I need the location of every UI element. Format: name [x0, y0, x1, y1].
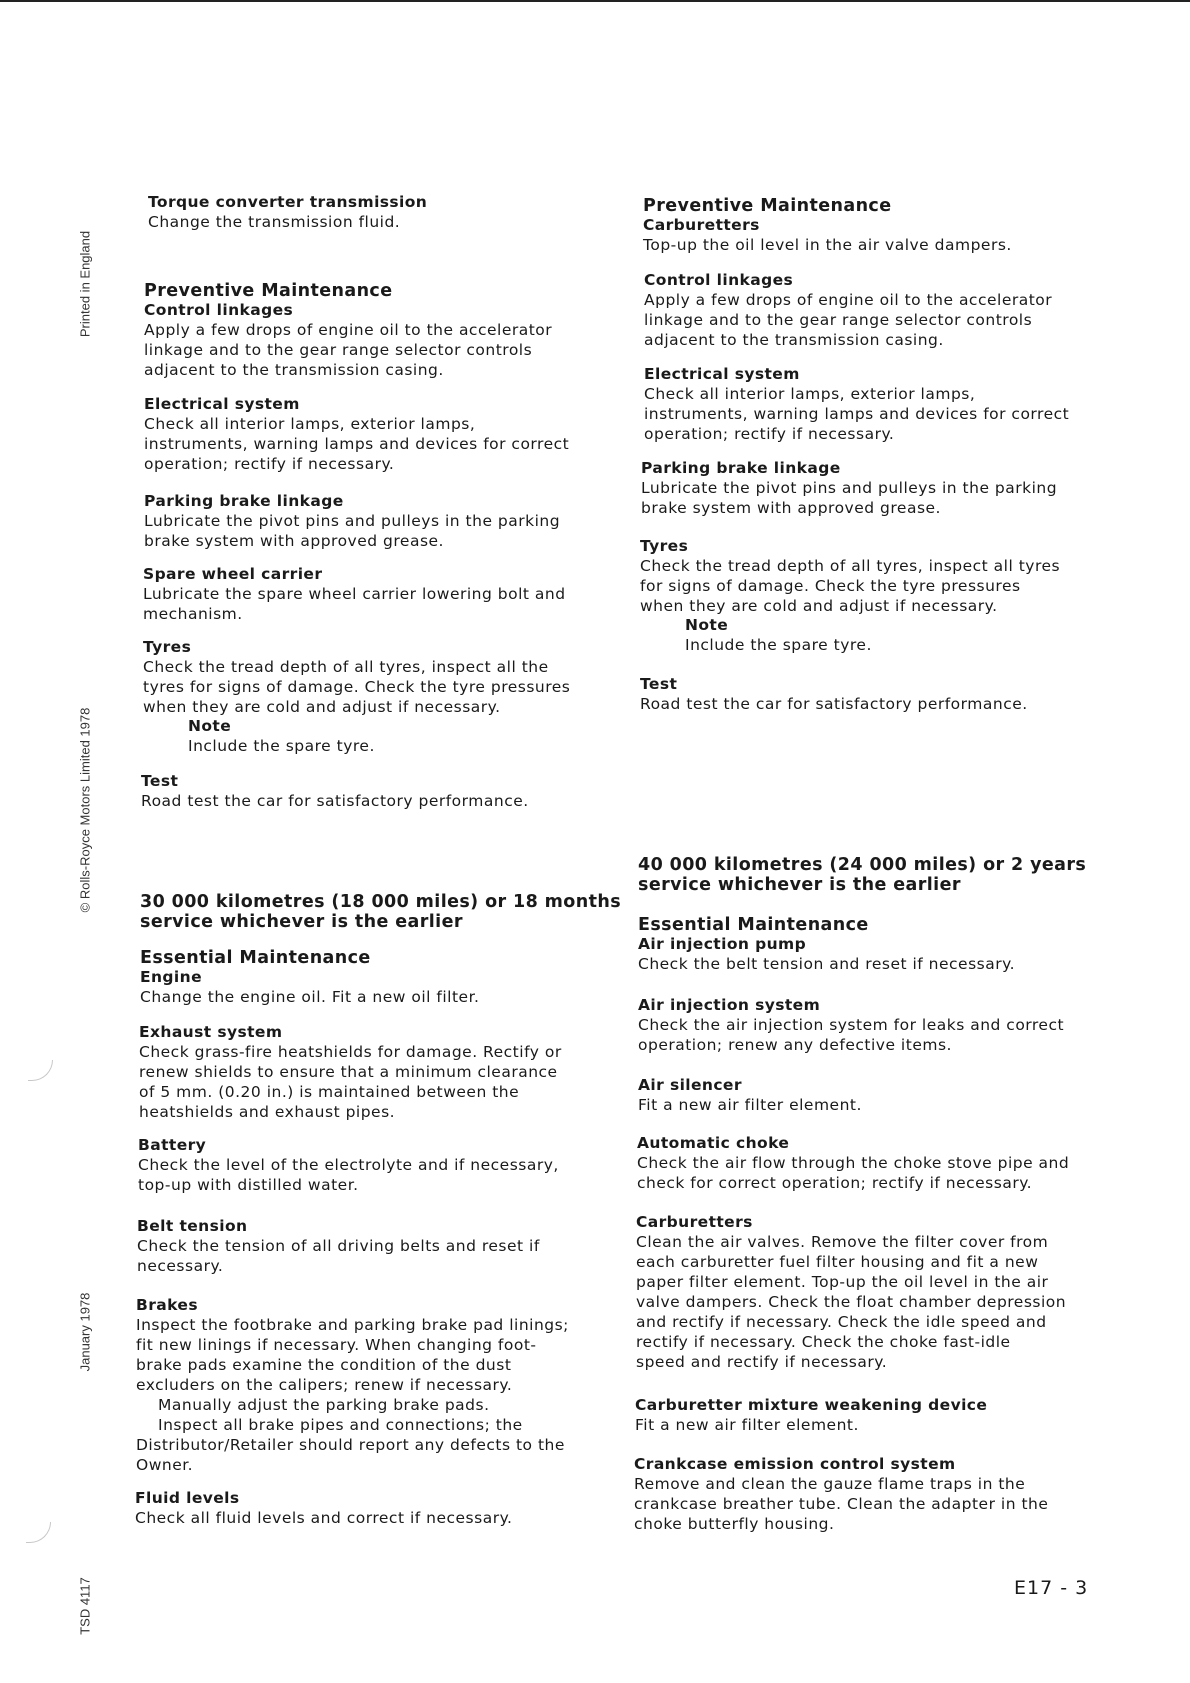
section-text-line: operation; rectify if necessary.	[644, 425, 895, 443]
section-text-line: speed and rectify if necessary.	[636, 1353, 888, 1371]
section-heading: Engine	[140, 968, 202, 986]
top-border	[0, 0, 1190, 2]
section-text-line: Check the level of the electrolyte and if necessary,	[138, 1156, 559, 1174]
interval-30000-heading	[140, 892, 621, 932]
section-text-line: check for correct operation; rectify if necessary.	[637, 1174, 1033, 1192]
section-text-line: Lubricate the pivot pins and pulleys in the parking	[641, 479, 1058, 497]
tyres-section	[143, 638, 570, 756]
spare-wheel-section	[143, 565, 566, 624]
section-heading: Air silencer	[638, 1076, 742, 1094]
right-essential-block	[638, 915, 1015, 974]
section-text-line: brake system with approved grease.	[144, 532, 444, 550]
section-heading: Air injection pump	[638, 935, 807, 953]
section-text-line: top-up with distilled water.	[138, 1176, 359, 1194]
right-test-section	[640, 675, 1028, 714]
section-text-line: Check the air flow through the choke stove pipe and	[637, 1154, 1070, 1172]
test-section	[141, 772, 529, 811]
section-heading: Test	[640, 675, 678, 693]
section-text-line: when they are cold and adjust if necessary.	[640, 597, 998, 615]
section-text-line: Check all interior lamps, exterior lamps,	[144, 415, 476, 433]
interval-line: 30 000 kilometres (18 000 miles) or 18 months	[140, 892, 622, 912]
section-text-line: mechanism.	[143, 605, 243, 623]
section-text-line: linkage and to the gear range selector controls	[144, 341, 533, 359]
section-text-line: operation; rectify if necessary.	[144, 455, 395, 473]
brakes-section	[136, 1296, 569, 1475]
section-heading: Control linkages	[644, 271, 794, 289]
section-text-line: adjacent to the transmission casing.	[644, 331, 944, 349]
punch-hole-mark	[26, 1522, 51, 1543]
carburetters-section	[636, 1213, 1066, 1372]
section-text: Fit a new air filter element.	[635, 1416, 859, 1434]
exhaust-section	[139, 1023, 562, 1122]
automatic-choke-section	[637, 1134, 1069, 1193]
section-text-line: adjacent to the transmission casing.	[144, 361, 444, 379]
section-text-line: Remove and clean the gauze flame traps in the	[634, 1475, 1026, 1493]
section-text-line: Check the tread depth of all tyres, inspect all tyres	[640, 557, 1061, 575]
parking-section	[144, 492, 560, 551]
section-text: Top-up the oil level in the air valve dampers.	[643, 236, 1012, 254]
left-essential-block	[140, 948, 479, 1007]
air-silencer-section	[638, 1076, 862, 1115]
section-text-line: valve dampers. Check the float chamber depression	[636, 1293, 1067, 1311]
mixture-device-section	[635, 1396, 987, 1435]
section-text-line: Check the air injection system for leaks and correct	[638, 1016, 1065, 1034]
section-heading: Torque converter transmission	[148, 193, 428, 211]
section-text-line: Clean the air valves. Remove the filter cover from	[636, 1233, 1049, 1251]
belt-section	[137, 1217, 540, 1276]
torque-section	[148, 193, 427, 232]
section-heading: Parking brake linkage	[144, 492, 344, 510]
air-injection-system-section	[638, 996, 1064, 1055]
section-heading: Spare wheel carrier	[143, 565, 323, 583]
issue-date: January 1978	[77, 1292, 93, 1372]
section-heading: Fluid levels	[135, 1489, 240, 1507]
section-text-line: Owner.	[136, 1456, 194, 1474]
section-heading: Carburetter mixture weakening device	[635, 1396, 988, 1414]
section-text-line: crankcase breather tube. Clean the adapter in the	[634, 1495, 1049, 1513]
section-heading: Air injection system	[638, 996, 821, 1014]
section-text-line: Check grass-fire heatshields for damage. Rectify or	[139, 1043, 562, 1061]
copyright-symbol: ©	[77, 902, 93, 913]
fluid-section	[135, 1489, 512, 1528]
section-heading: Belt tension	[137, 1217, 248, 1235]
section-text-line: Manually adjust the parking brake pads.	[158, 1396, 490, 1414]
interval-line: service whichever is the earlier	[140, 912, 463, 932]
section-text-line: Check the tread depth of all tyres, inspect all the	[143, 658, 549, 676]
section-text-line: linkage and to the gear range selector controls	[644, 311, 1033, 329]
right-control-section	[644, 271, 1052, 350]
section-text-line: Distributor/Retailer should report any defects to the	[136, 1436, 565, 1454]
section-heading: Battery	[138, 1136, 207, 1154]
section-text-line: renew shields to ensure that a minimum clearance	[139, 1063, 558, 1081]
section-text-line: heatshields and exhaust pipes.	[139, 1103, 396, 1121]
section-text: Road test the car for satisfactory performance.	[640, 695, 1028, 713]
section-heading: Tyres	[143, 638, 192, 656]
doc-reference: TSD 4117	[77, 1577, 93, 1635]
section-text-line: rectify if necessary. Check the choke fast-idle	[636, 1333, 1011, 1351]
section-heading: Brakes	[136, 1296, 198, 1314]
section-text-line: brake pads examine the condition of the dust	[136, 1356, 512, 1374]
right-tyres-section	[640, 537, 1060, 655]
right-parking-section	[641, 459, 1057, 518]
section-text-line: for signs of damage. Check the tyre pressures	[640, 577, 1021, 595]
section-heading: Carburetters	[636, 1213, 753, 1231]
section-heading: Tyres	[640, 537, 689, 555]
section-text-line: Inspect the footbrake and parking brake pad linings;	[136, 1316, 569, 1334]
section-text-line: paper filter element. Top-up the oil level in the air	[636, 1273, 1049, 1291]
battery-section	[138, 1136, 559, 1195]
section-text-line: Apply a few drops of engine oil to the accelerator	[144, 321, 553, 339]
interval-line: 40 000 kilometres (24 000 miles) or 2 years	[638, 855, 1087, 875]
crankcase-section	[634, 1455, 1048, 1534]
preventive-maintenance-title: Preventive Maintenance	[144, 281, 393, 301]
right-electrical-section	[644, 365, 1069, 444]
section-heading: Electrical system	[644, 365, 800, 383]
section-text-line: instruments, warning lamps and devices for correct	[644, 405, 1070, 423]
section-text-line: Apply a few drops of engine oil to the accelerator	[644, 291, 1053, 309]
printed-in-england: Printed in England	[77, 230, 93, 338]
section-heading: Parking brake linkage	[641, 459, 841, 477]
interval-40000-heading	[638, 855, 1086, 895]
section-text-line: and rectify if necessary. Check the idle speed and	[636, 1313, 1047, 1331]
section-text-line: Lubricate the pivot pins and pulleys in the parking	[144, 512, 561, 530]
punch-hole-mark	[28, 1060, 53, 1081]
section-text-line: excluders on the calipers; renew if necessary.	[136, 1376, 513, 1394]
section-text-line: each carburetter fuel filter housing and fit a new	[636, 1253, 1039, 1271]
electrical-section	[144, 395, 569, 474]
section-heading: Carburetters	[643, 216, 760, 234]
note-text: Include the spare tyre.	[685, 636, 872, 654]
section-text-line: of 5 mm. (0.20 in.) is maintained between the	[139, 1083, 520, 1101]
copyright-notice	[78, 708, 93, 913]
section-text-line: necessary.	[137, 1257, 224, 1275]
section-text-line: tyres for signs of damage. Check the tyre pressures	[143, 678, 571, 696]
section-heading: Electrical system	[144, 395, 300, 413]
section-text-line: Check all interior lamps, exterior lamps,	[644, 385, 976, 403]
section-text-line: Inspect all brake pipes and connections; the	[158, 1416, 523, 1434]
section-text: Check the belt tension and reset if necessary.	[638, 955, 1016, 973]
interval-line: service whichever is the earlier	[638, 875, 961, 895]
section-heading: Test	[141, 772, 179, 790]
note-label: Note	[685, 616, 729, 634]
section-text-line: Lubricate the spare wheel carrier lowering bolt and	[143, 585, 566, 603]
section-text: Change the engine oil. Fit a new oil filter.	[140, 988, 480, 1006]
section-text-line: operation; renew any defective items.	[638, 1036, 952, 1054]
essential-maintenance-title: Essential Maintenance	[140, 948, 371, 968]
section-heading: Exhaust system	[139, 1023, 283, 1041]
preventive-maintenance-title: Preventive Maintenance	[643, 196, 892, 216]
note-label: Note	[188, 717, 232, 735]
page-number: E17 - 3	[1014, 1577, 1089, 1599]
section-text-line: choke butterfly housing.	[634, 1515, 835, 1533]
section-text-line: instruments, warning lamps and devices for correct	[144, 435, 570, 453]
section-heading: Crankcase emission control system	[634, 1455, 956, 1473]
section-text: Check all fluid levels and correct if necessary.	[135, 1509, 513, 1527]
section-text-line: brake system with approved grease.	[641, 499, 941, 517]
essential-maintenance-title: Essential Maintenance	[638, 915, 869, 935]
left-preventive-block	[144, 281, 552, 380]
copyright-text: Rolls-Royce Motors Limited 1978	[77, 707, 93, 900]
section-text: Fit a new air filter element.	[638, 1096, 862, 1114]
section-text: Change the transmission fluid.	[148, 213, 401, 231]
section-heading: Control linkages	[144, 301, 294, 319]
section-text: Road test the car for satisfactory performance.	[141, 792, 529, 810]
section-text-line: when they are cold and adjust if necessary.	[143, 698, 501, 716]
section-text-line: Check the tension of all driving belts and reset if	[137, 1237, 540, 1255]
right-preventive-block	[643, 196, 1012, 255]
note-text: Include the spare tyre.	[188, 737, 375, 755]
section-text-line: fit new linings if necessary. When changing foot-	[136, 1336, 537, 1354]
section-heading: Automatic choke	[637, 1134, 790, 1152]
